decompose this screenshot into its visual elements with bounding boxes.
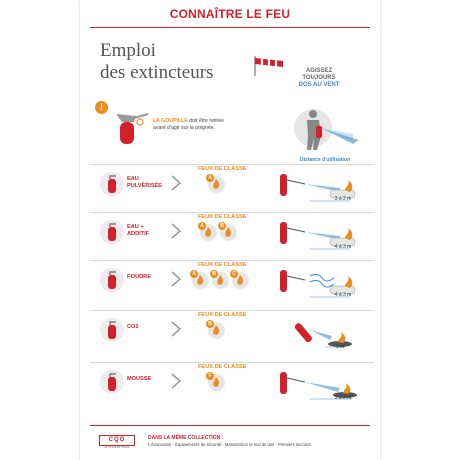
extinguisher-row-powder: [90, 260, 374, 306]
distance-value: 3 à 2 m: [334, 196, 352, 202]
extinguisher-label-line-1: EAU +: [127, 224, 144, 230]
fire-class-badge: B: [218, 222, 226, 230]
fire-class-badge: B: [206, 320, 214, 328]
row-divider: [90, 164, 374, 165]
logo-text: CQO: [99, 435, 135, 446]
person-spraying-icon: [293, 98, 363, 158]
title-line-2: des extincteurs: [100, 62, 214, 83]
fire-class-label: FEUX DE CLASSE: [198, 166, 247, 172]
extinguisher-row-water-additive: [90, 212, 374, 258]
extinguisher-label: [127, 224, 172, 238]
fire-extinguisher-icon: [100, 370, 124, 394]
extinguisher-label-line-2: PULVÉRISÉE: [127, 183, 163, 189]
poster: [80, 0, 380, 460]
title-line-1: Emploi: [100, 40, 156, 61]
chevron-right-icon: [170, 174, 182, 192]
extinguisher-scene: [270, 316, 370, 352]
extinguisher-row-water-spray: [90, 164, 374, 210]
extinguisher-label-line-2: ADDITIF: [127, 231, 150, 237]
extinguisher-handle-icon: [112, 110, 152, 146]
row-divider: [90, 362, 374, 363]
fire-class-badge: A: [206, 174, 214, 182]
extinguisher-label: [127, 376, 172, 383]
extinguisher-label-line-1: MOUSSE: [127, 376, 152, 382]
fire-class-icon: [212, 272, 229, 289]
extinguisher-label-line-1: CO2: [127, 324, 139, 330]
header-divider: [90, 27, 370, 28]
fire-class-badge: A: [198, 222, 206, 230]
row-divider: [90, 212, 374, 213]
wind-tip-line-2: TOUJOURS: [302, 75, 336, 81]
row-divider: [90, 310, 374, 311]
safety-pin-line-2: avant d'agir sur la poignée.: [153, 125, 216, 131]
wind-tip: [284, 68, 354, 89]
safety-pin-text: [153, 118, 263, 132]
chevron-right-icon: [170, 270, 182, 288]
wind-tip-line-3: DOS AU VENT: [298, 82, 340, 88]
fire-class-label: FEUX DE CLASSE: [198, 262, 247, 268]
windsock-icon: [253, 54, 287, 76]
logo-subtitle: la sécurité facile: [104, 445, 130, 449]
extinguisher-label-line-1: EAU: [127, 176, 139, 182]
fire-class-icon: [200, 224, 217, 241]
fire-class-icon: [208, 374, 225, 391]
fire-class-label: FEUX DE CLASSE: [198, 214, 247, 220]
fire-class-label: FEUX DE CLASSE: [198, 364, 247, 370]
fire-extinguisher-icon: [100, 318, 124, 342]
fire-class-icon: [208, 322, 225, 339]
fire-extinguisher-icon: [100, 220, 124, 244]
extinguisher-row-foam: [90, 362, 374, 408]
row-divider: [90, 260, 374, 261]
extinguisher-label-line-1: POUDRE: [127, 274, 151, 280]
extinguisher-label: [127, 176, 172, 190]
distance-value: 4 à 3 m: [334, 244, 352, 250]
fire-class-icon: [220, 224, 237, 241]
fire-class-badge: B: [210, 270, 218, 278]
extinguisher-row-co2: [90, 310, 374, 356]
collection-list: L'évacuation · Équipements de sécurité · Manutention et mal de dos · Premiers secours.: [148, 442, 312, 447]
warning-icon: !: [95, 101, 108, 114]
distance-value: 4 à 3 m: [334, 292, 352, 298]
chevron-right-icon: [170, 222, 182, 240]
fire-class-label: FEUX DE CLASSE: [198, 312, 247, 318]
collection-title: DANS LA MÊME COLLECTION :: [148, 435, 224, 441]
poster-header: CONNAÎTRE LE FEU: [169, 7, 291, 21]
fire-class-badge: C: [230, 270, 238, 278]
extinguisher-label: [127, 274, 172, 281]
safety-pin-highlight: LA GOUPILLE: [153, 118, 188, 124]
safety-pin-line-1-rest: doit être retirée: [187, 118, 225, 124]
fire-class-badge: A: [190, 270, 198, 278]
page-title: [100, 40, 213, 84]
distance-value: 1 m: [335, 344, 345, 350]
fire-class-icon: [232, 272, 249, 289]
safety-pin-line-1: [153, 118, 263, 125]
publisher-logo: [95, 432, 139, 450]
distance-value: 3 à 2 m: [334, 395, 352, 401]
fire-class-badge: F: [206, 372, 214, 380]
fire-class-icon: [208, 176, 225, 193]
footer-divider: [90, 425, 370, 426]
chevron-right-icon: [170, 320, 182, 338]
fire-extinguisher-icon: [100, 172, 124, 196]
fire-extinguisher-icon: [100, 268, 124, 292]
distance-header: Distance d'utilisation: [299, 157, 351, 163]
wind-tip-line-1: AGISSEZ: [305, 68, 333, 74]
fire-class-icon: [192, 272, 209, 289]
chevron-right-icon: [170, 372, 182, 390]
extinguisher-label: [127, 324, 172, 331]
